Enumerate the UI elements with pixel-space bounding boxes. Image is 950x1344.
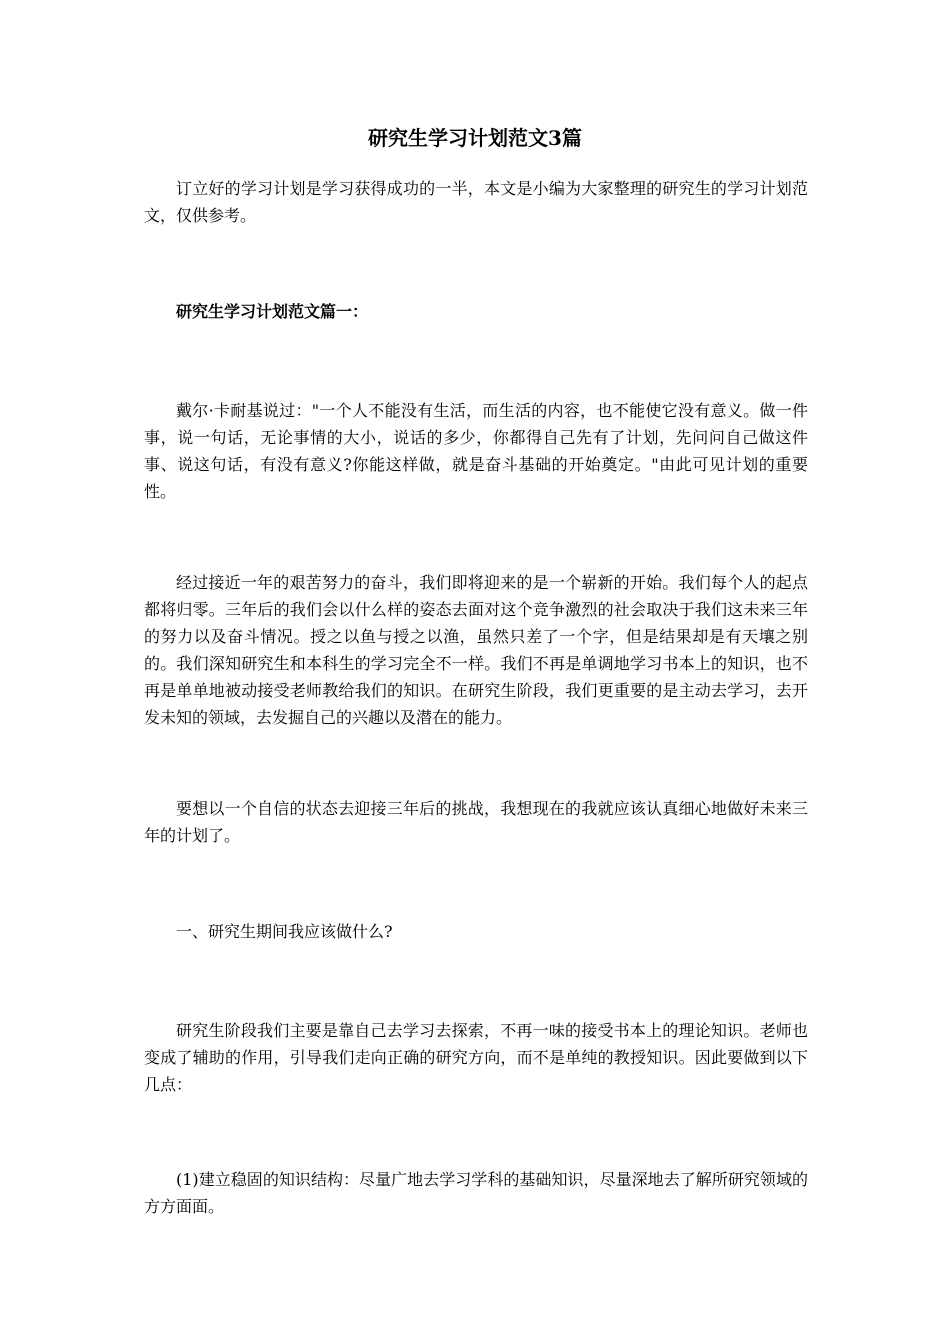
carnegie-quote-paragraph: 戴尔·卡耐基说过："一个人不能没有生活，而生活的内容，也不能使它没有意义。做一件事，说一句话，无论事情的大小，说话的多少，你都得自己先有了计划，先问问自己做这件事、说这句话，有没有意义?你能这样做，就是奋斗基础的开始奠定。"由此可见计划的重要性。 — [144, 401, 808, 501]
section-heading-one: 研究生学习计划范文篇一： — [176, 302, 369, 321]
plan-intent-paragraph: 要想以一个自信的状态去迎接三年后的挑战，我想现在的我就应该认真细心地做好未来三年的计划了。 — [144, 799, 808, 845]
intro-paragraph: 订立好的学习计划是学习获得成功的一半，本文是小编为大家整理的研究生的学习计划范文，仅供参考。 — [144, 179, 808, 225]
subheading-what-to-do: 一、研究生期间我应该做什么? — [176, 922, 393, 941]
new-start-paragraph: 经过接近一年的艰苦努力的奋斗，我们即将迎来的是一个崭新的开始。我们每个人的起点都将归零。三年后的我们会以什么样的姿态去面对这个竞争激烈的社会取决于我们这未来三年的努力以及奋斗情况。授之以鱼与授之以渔，虽然只差了一个字，但是结果却是有天壤之别的。我们深知研究生和本科生的学习完全不一样。我们不再是单调地学习书本上的知识，也不再是单单地被动接受老师教给我们的知识。在研究生阶段，我们更重要的是主动去学习，去开发未知的领域，去发掘自己的兴趣以及潜在的能力。 — [144, 573, 808, 727]
knowledge-structure-paragraph: (1)建立稳固的知识结构：尽量广地去学习学科的基础知识，尽量深地去了解所研究领域的方方面面。 — [144, 1170, 808, 1216]
document-title: 研究生学习计划范文3篇 — [368, 126, 582, 150]
graduate-stage-paragraph: 研究生阶段我们主要是靠自己去学习去探索，不再一味的接受书本上的理论知识。老师也变成了辅助的作用，引导我们走向正确的研究方向，而不是单纯的教授知识。因此要做到以下几点： — [144, 1021, 808, 1094]
